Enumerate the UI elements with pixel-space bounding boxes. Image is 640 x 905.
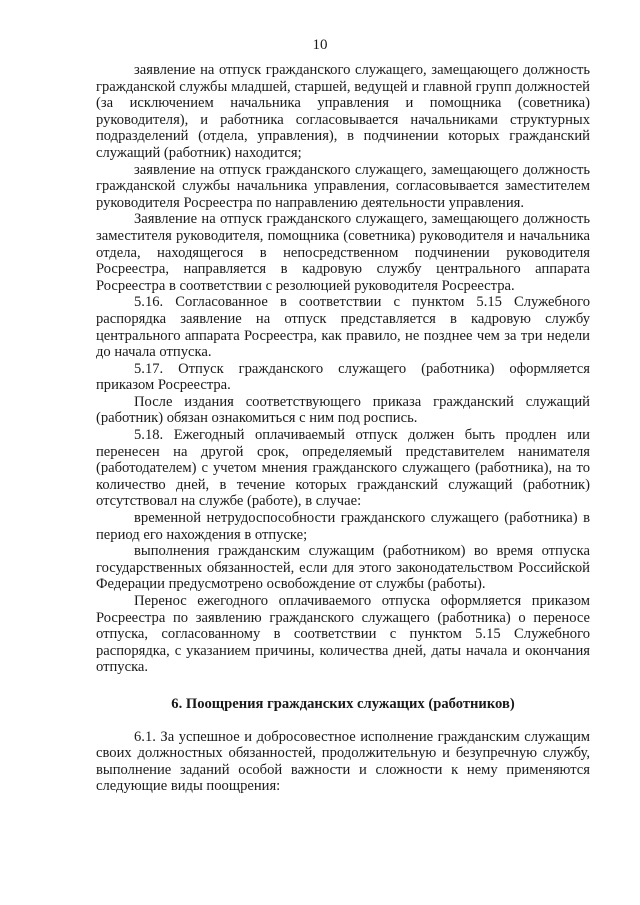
paragraph-5-17: 5.17. Отпуск гражданского служащего (работника) оформляется приказом Росреестра. [96, 360, 590, 394]
paragraph-5-18: 5.18. Ежегодный оплачиваемый отпуск должен быть продлен или перенесен на другой срок, определяемый представителем нанимателя (работодателем) с учетом мнения гражданского служащего (работника), на то количество дней, в течение которых гражданский служащий (работник) отсутствовал на службе (работе), в случае: [96, 427, 590, 510]
paragraph-vacation-transfer: Перенос ежегодного оплачиваемого отпуска оформляется приказом Росреестра по заявлению гражданского служащего (работника) о переносе отпуска, согласованному в соответствии с пунктом 5.15 Служебного распорядка, с указанием причины, количества дней, даты начала и окончания отпуска. [96, 593, 590, 676]
paragraph-approval-deputy-head: Заявление на отпуск гражданского служащего, замещающего должность заместителя руководителя, помощника (советника) руководителя и начальника отдела, находящегося в непосредственном подчинении руководителя Росреестра, направляется в кадровую службу центрального аппарата Росреестра в соответствии с резолюцией руководителя Росреестра. [96, 211, 590, 294]
paragraph-case-illness: временной нетрудоспособности гражданского служащего (работника) в период его нахождения в отпуске; [96, 510, 590, 543]
document-body [96, 62, 590, 795]
paragraph-6-1: 6.1. За успешное и добросовестное исполнение гражданским служащим своих должностных обязанностей, продолжительную и безупречную службу, выполнение заданий особой важности и сложности к нему применяются следующие виды поощрения: [96, 728, 590, 795]
page-number: 10 [312, 37, 328, 53]
section-heading: 6. Поощрения гражданских служащих (работников) [171, 695, 515, 712]
paragraph-approval-junior-groups: заявление на отпуск гражданского служащего, замещающего должность гражданской службы младшей, старшей, ведущей и главной групп должностей (за исключением начальника управления и помощника (советника) руководителя), и работника согласовывается начальниками структурных подразделений (отдела, управления), в подчинении которых гражданский служащий (работник) находится; [96, 62, 590, 161]
paragraph-approval-department-head: заявление на отпуск гражданского служащего, замещающего должность гражданской службы начальника управления, согласовывается заместителем руководителя Росреестра по направлению деятельности управления. [96, 161, 590, 211]
paragraph-order-acknowledgement: После издания соответствующего приказа гражданский служащий (работник) обязан ознакомиться с ним под роспись. [96, 393, 590, 427]
paragraph-5-16: 5.16. Согласованное в соответствии с пунктом 5.15 Служебного распорядка заявление на отпуск представляется в кадровую службу центрального аппарата Росреестра, как правило, не позднее чем за три недели до начала отпуска. [96, 294, 590, 361]
paragraph-case-state-duties: выполнения гражданским служащим (работником) во время отпуска государственных обязанностей, если для этого законодательством Российской Федерации предусмотрено освобождение от службы (работы). [96, 543, 590, 593]
